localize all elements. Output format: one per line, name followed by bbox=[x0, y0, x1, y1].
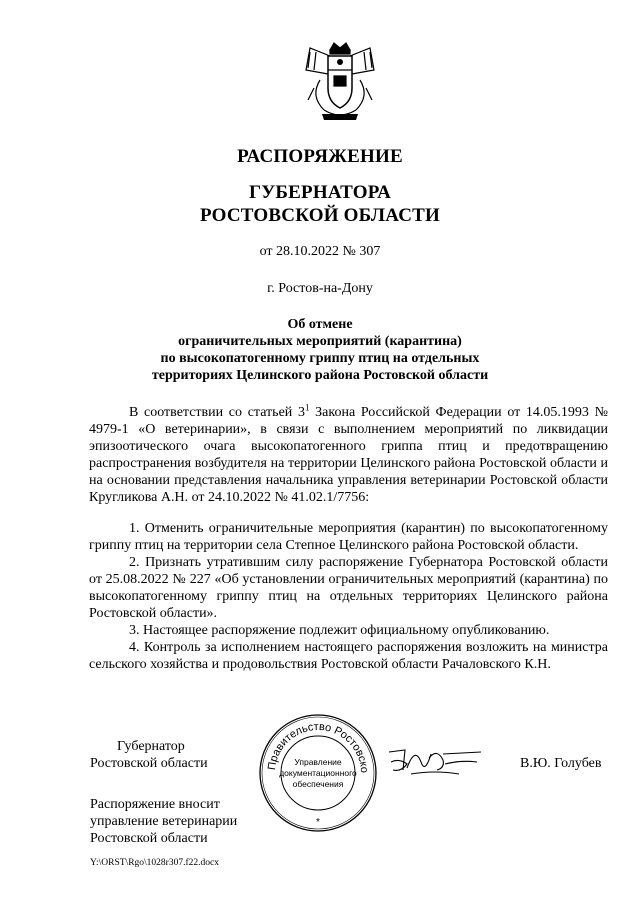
subject-line: по высокопатогенному гриппу птиц на отдельных bbox=[160, 351, 480, 366]
submitted-line: Ростовской области bbox=[90, 831, 208, 846]
order-item: 2. Признать утратившим силу распоряжение Губернатора Ростовской области от 25.08.2022 № 227 «Об установлении ограничительных мероприятий (карантина) по высокопатогенному гриппу птиц на отдельных территориях Целинского района Ростовской области». bbox=[89, 555, 608, 621]
official-stamp bbox=[257, 712, 379, 834]
preamble-start: В соответствии со статьей 3 bbox=[129, 405, 305, 420]
signatory-position-line1: Губернатор bbox=[117, 739, 185, 754]
stamp-outer-text: Правительство Ростовско bbox=[266, 720, 371, 774]
file-path-footer: Y:\ORST\Rgo\1028r307.f22.docx bbox=[90, 858, 219, 868]
preamble-rest: Закона Российской Федерации от 14.05.1993 № 4979-1 «О ветеринарии», в связи с выполнением мероприятий по ликвидации эпизоотического очага высокопатогенного гриппа птиц и предотвращению распространения возбудителя на территории Целинского района Ростовской области и на основании представления начальника управления ветеринарии Ростовской области Кругликова А.Н. от 24.10.2022 № 41.02.1/7756: bbox=[89, 405, 608, 505]
article-superscript: 1 bbox=[304, 402, 310, 413]
submitted-line: управление ветеринарии bbox=[90, 814, 238, 829]
stamp-graphic bbox=[257, 712, 379, 834]
stamp-inner-line3: обеспечения bbox=[292, 779, 344, 789]
signatory-position-line2: Ростовской области bbox=[90, 756, 208, 771]
submitted-line: Распоряжение вносит bbox=[90, 797, 220, 812]
submitted-by-block bbox=[90, 796, 237, 847]
handwritten-signature bbox=[385, 740, 485, 780]
subject-line: ограничительных мероприятий (карантина) bbox=[178, 334, 462, 349]
ordered-items bbox=[89, 520, 608, 673]
document-type-title: РАСПОРЯЖЕНИЕ bbox=[237, 146, 403, 167]
document-city: г. Ростов-на-Дону bbox=[267, 281, 373, 296]
issuer-title-line2: РОСТОВСКОЙ ОБЛАСТИ bbox=[199, 205, 440, 226]
order-item: 3. Настоящее распоряжение подлежит официальному опубликованию. bbox=[129, 623, 550, 638]
signatory-name: В.Ю. Голубев bbox=[520, 756, 602, 771]
subject-line: территориях Целинского района Ростовской области bbox=[151, 368, 489, 383]
preamble-paragraph bbox=[89, 404, 608, 506]
stamp-star: * bbox=[316, 817, 320, 828]
order-item: 4. Контроль за исполнением настоящего распоряжения возложить на министра сельского хозяйства и продовольствия Ростовской области Рачаловского К.Н. bbox=[89, 640, 608, 672]
issuer-title-line1: ГУБЕРНАТОРА bbox=[248, 182, 391, 203]
stamp-inner-line1: Управление bbox=[294, 757, 342, 767]
document-date-number: от 28.10.2022 № 307 bbox=[259, 244, 381, 259]
coat-of-arms-emblem bbox=[300, 40, 380, 126]
subject-line: Об отмене bbox=[287, 317, 353, 332]
order-item: 1. Отменить ограничительные мероприятия (карантин) по высокопатогенному гриппу птиц на территории села Степное Целинского района Ростовской области. bbox=[89, 521, 608, 553]
subject-heading bbox=[0, 316, 640, 384]
stamp-inner-line2: документационного bbox=[279, 768, 357, 778]
